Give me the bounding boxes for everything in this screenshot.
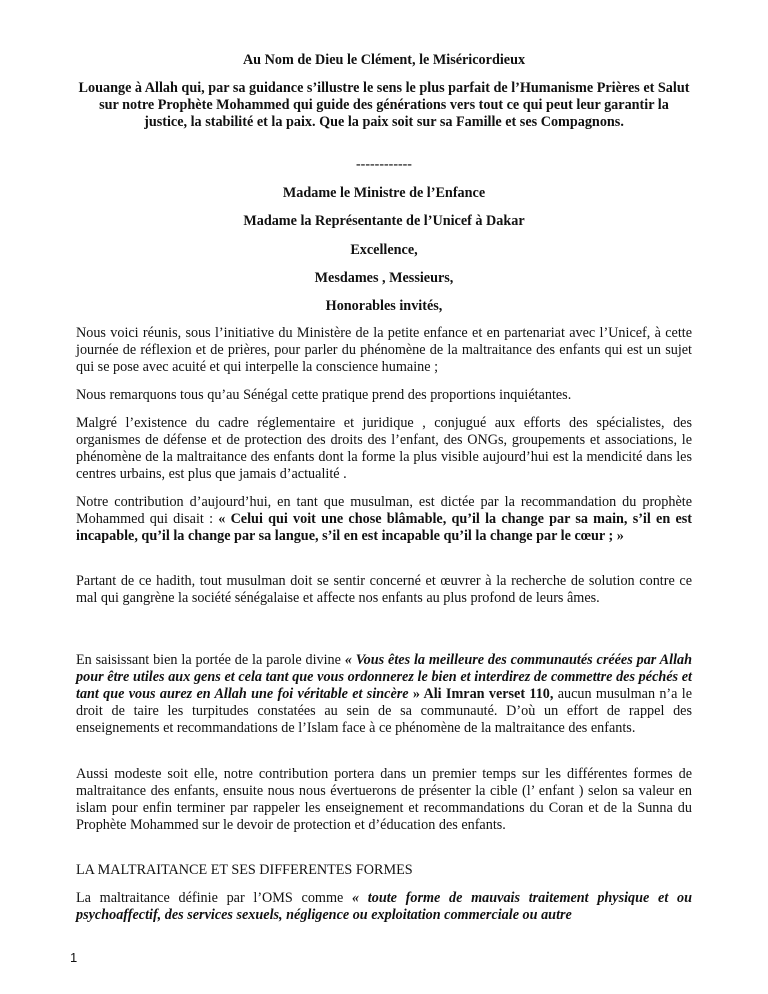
salutation-excellence: Excellence, [350,242,418,258]
definition-quote: « toute forme de mauvais traitement physique et ou psychoaffectif, des services sexuels, négligence ou exploitation commerciale ou autre [76,890,692,923]
paragraph-outline: Aussi modeste soit elle, notre contribution portera dans un premier temps sur les différentes formes de maltraitance des enfants, ensuite nous nous évertuerons de présenter la cible (l’ enfant ) selon sa valeur en islam pour enfin terminer par rappeler les enseignement et recommandations du Coran et de la Sunna du Prophète Mohammed sur le devoir de protection et d’éducation des enfants. [76,766,692,833]
paragraph-verse [76,652,692,737]
page-number: 1 [70,950,78,965]
hadith-quote: « Celui qui voit une chose blâmable, qu’il la change par sa main, s’il en est incapable, qu’il la change par sa langue, s’il en est incapable qu’il la change par le cœur ; » [76,511,692,544]
verse-rest: aucun musulman n’a le droit de taire les turpitudes constatées au sein de sa communauté. D’où un effort de rappel des enseignements et recommandations de l’Islam face à ce phénomène de la maltraitance des enfants. [76,686,692,736]
verse-intro: En saisissant bien la portée de la parole divine [76,652,345,668]
salutation-unicef: Madame la Représentante de l’Unicef à Dakar [243,213,525,229]
paragraph-commitment: Partant de ce hadith, tout musulman doit se sentir concerné et œuvrer à la recherche de solution contre ce mal qui gangrène la société sénégalaise et affecte nos enfants au plus profond de leurs âmes. [76,573,692,606]
paragraph-hadith [76,494,692,545]
paragraph-observation: Nous remarquons tous qu’au Sénégal cette pratique prend des proportions inquiétantes. [76,387,572,403]
definition-intro: La maltraitance définie par l’OMS comme [76,890,352,906]
separator: ------------ [356,157,412,172]
verse-quote: « Vous êtes la meilleure des communautés créées par Allah pour être utiles aux gens et cela tant que vous ordonnerez le bien et interdirez de commettre des péchés et tant que vous aurez en Allah une foi véritable et sincère [76,652,692,702]
section-heading: LA MALTRAITANCE ET SES DIFFERENTES FORMES [76,862,413,878]
invocation-heading: Au Nom de Dieu le Clément, le Miséricordieux [242,52,526,68]
verse-reference: » Ali Imran verset 110, [408,686,554,702]
salutation-minister: Madame le Ministre de l’Enfance [282,185,486,201]
salutation-guests: Honorables invités, [325,298,443,314]
salutation-audience: Mesdames , Messieurs, [314,270,454,286]
paragraph-intro: Nous voici réunis, sous l’initiative du Ministère de la petite enfance et en partenariat avec l’Unicef, à cette journée de réflexion et de prières, pour parler du phénomène de la maltraitance des enfants qui est un sujet qui se pose avec acuité et qui interpelle la conscience humaine ; [76,325,692,375]
hadith-intro: Notre contribution d’aujourd’hui, en tant que musulman, est dictée par la recommandation du prophète Mohammed qui disait : [76,494,692,527]
paragraph-definition [76,890,692,924]
paragraph-context: Malgré l’existence du cadre réglementaire et juridique , conjugué aux efforts des spécialistes, des organismes de défense et de protection des droits des l’enfant, des ONGs, groupements et associations, le phénomène de la maltraitance des enfants dont la forme la plus visible aujourd’hui est la mendicité dans les centres urbains, est plus que jamais d’actualité . [76,415,692,482]
praise-heading: Louange à Allah qui, par sa guidance s’illustre le sens le plus parfait de l’Humanisme Prières et Salut sur notre Prophète Mohammed qui guide des générations vers tout ce qui peut leur garantir la justice, la stabilité et la paix. Que la paix soit sur sa Famille et ses Compagnons. [78,80,690,130]
